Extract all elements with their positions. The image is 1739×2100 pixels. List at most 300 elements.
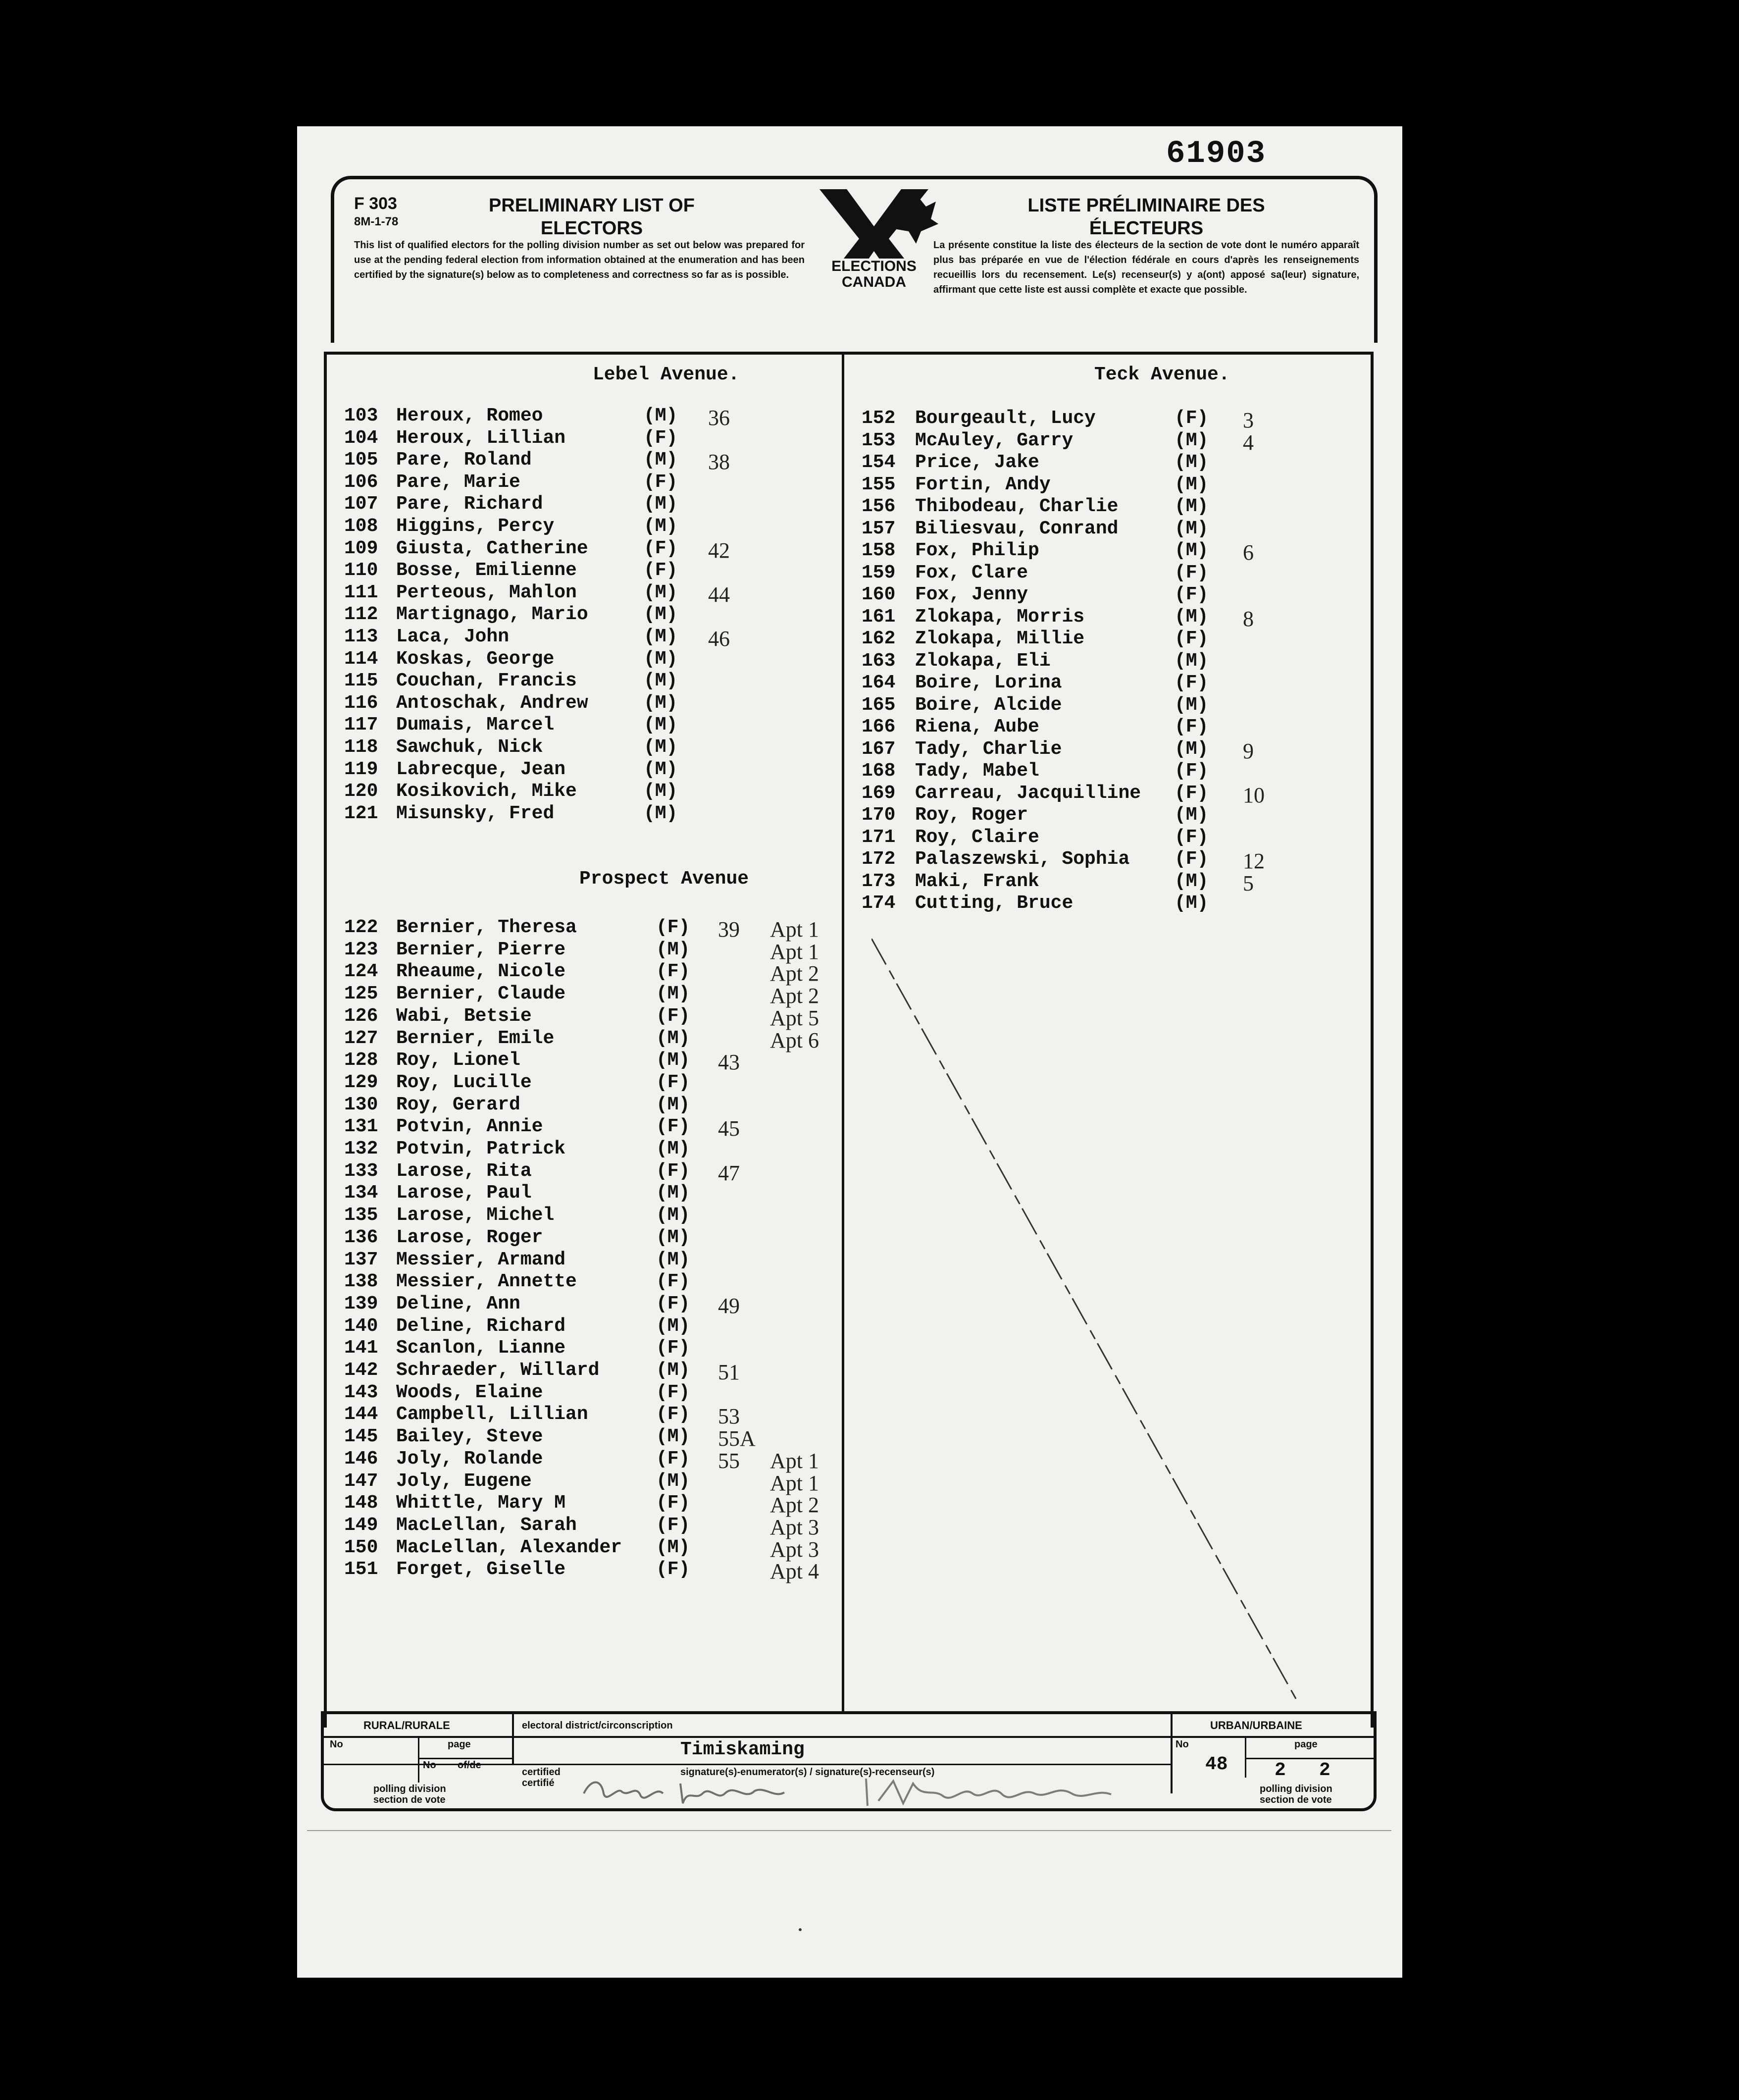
elector-row [862, 496, 1357, 518]
house-number: 51 [718, 1360, 740, 1384]
elector-sex: (M) [644, 758, 678, 780]
elector-name: Rheaume, Nicole [396, 961, 566, 983]
elector-row [344, 803, 839, 825]
elector-number: 161 [862, 606, 896, 628]
urban-label: URBAN/URBAINE [1210, 1719, 1302, 1732]
scan-mark: · [797, 1920, 804, 1940]
elector-name: MacLellan, Sarah [396, 1514, 577, 1536]
elector-number: 151 [344, 1559, 378, 1580]
header [331, 176, 1378, 343]
elector-number: 126 [344, 1005, 378, 1027]
elector-number: 133 [344, 1160, 378, 1182]
elector-number: 163 [862, 650, 896, 672]
elector-sex: (M) [656, 1315, 690, 1337]
elector-number: 146 [344, 1448, 378, 1470]
elector-row [344, 1005, 839, 1030]
elector-name: Couchan, Francis [396, 670, 577, 692]
elector-sex: (F) [1175, 782, 1209, 804]
elector-row [862, 870, 1357, 895]
elector-sex: (F) [656, 1160, 690, 1182]
elector-sex: (F) [656, 1116, 690, 1138]
house-number: 44 [708, 582, 730, 607]
elector-name: Carreau, Jacquilline [915, 782, 1141, 804]
elector-sex: (M) [1175, 804, 1209, 826]
apartment: Apt 3 [770, 1515, 819, 1539]
apartment: Apt 6 [770, 1028, 819, 1052]
elector-name: Boire, Lorina [915, 672, 1062, 693]
elector-name: Zlokapa, Eli [915, 650, 1051, 672]
elector-row [344, 1514, 839, 1539]
elector-sex: (F) [656, 1293, 690, 1314]
elector-row [862, 606, 1357, 631]
enumerator-signature-2 [864, 1774, 1136, 1815]
elector-name: Thibodeau, Charlie [915, 496, 1119, 517]
elector-number: 159 [862, 562, 896, 583]
elector-number: 135 [344, 1205, 378, 1226]
elector-sex: (M) [644, 581, 678, 603]
elector-number: 119 [344, 758, 378, 780]
elector-sex: (F) [656, 1005, 690, 1027]
elector-row [344, 917, 839, 942]
serial-number: 61903 [1166, 136, 1267, 172]
elector-name: Larose, Michel [396, 1205, 555, 1226]
apartment: Apt 4 [770, 1559, 819, 1584]
elector-number: 143 [344, 1381, 378, 1403]
elector-name: Roy, Roger [915, 804, 1028, 826]
house-number: 8 [1243, 606, 1254, 631]
elector-sex: (M) [656, 1226, 690, 1248]
elector-row [344, 1160, 839, 1185]
elector-row [344, 427, 839, 449]
elector-row [344, 472, 839, 493]
logo-text: ELECTIONS CANADA [810, 259, 938, 290]
house-number: 5 [1243, 871, 1254, 895]
elector-number: 172 [862, 848, 896, 870]
elector-name: Pare, Richard [396, 493, 543, 515]
elections-canada-logo [810, 184, 938, 293]
elector-name: Messier, Annette [396, 1271, 577, 1293]
elector-name: Heroux, Romeo [396, 405, 543, 426]
elector-row [862, 584, 1357, 606]
elector-sex: (M) [644, 516, 678, 537]
elector-number: 162 [862, 628, 896, 649]
certified-label: certified certifié [522, 1767, 561, 1788]
elector-name: Biliesvau, Conrand [915, 518, 1119, 539]
elector-name: Roy, Lucille [396, 1071, 532, 1093]
elector-sex: (M) [656, 1249, 690, 1270]
elector-sex: (M) [1175, 892, 1209, 914]
elector-name: Fox, Clare [915, 562, 1028, 583]
elector-name: Antoschak, Andrew [396, 692, 588, 714]
apartment: Apt 1 [770, 917, 819, 942]
elector-name: Larose, Rita [396, 1160, 532, 1182]
elector-row [344, 560, 839, 581]
elector-name: Joly, Rolande [396, 1448, 543, 1470]
elector-row [862, 848, 1357, 873]
elector-sex: (F) [656, 1271, 690, 1293]
elector-number: 128 [344, 1050, 378, 1071]
elector-number: 132 [344, 1138, 378, 1159]
elector-row [862, 804, 1357, 826]
elector-name: Tady, Charlie [915, 738, 1062, 760]
house-number: 42 [708, 538, 730, 563]
elector-sex: (F) [656, 1448, 690, 1470]
elector-number: 104 [344, 427, 378, 449]
elector-sex: (M) [1175, 694, 1209, 716]
elector-sex: (M) [1175, 452, 1209, 473]
elector-sex: (M) [656, 1360, 690, 1381]
apartment: Apt 1 [770, 939, 819, 964]
elector-number: 121 [344, 802, 378, 824]
elector-name: Cutting, Bruce [915, 892, 1074, 914]
elector-number: 106 [344, 471, 378, 493]
elector-sex: (M) [1175, 606, 1209, 628]
elector-name: Koskas, George [396, 648, 555, 670]
elector-row [862, 782, 1357, 807]
house-number: 4 [1243, 430, 1254, 455]
elector-sex: (M) [644, 692, 678, 714]
elector-number: 168 [862, 760, 896, 782]
elector-name: Deline, Richard [396, 1315, 566, 1337]
title-en: PRELIMINARY LIST OF ELECTORS [489, 195, 695, 239]
elector-name: MacLellan, Alexander [396, 1536, 622, 1558]
elector-name: Perteous, Mahlon [396, 581, 577, 603]
elector-row [344, 493, 839, 515]
elector-sex: (F) [644, 560, 678, 581]
elector-name: Joly, Eugene [396, 1470, 532, 1492]
elector-sex: (M) [656, 939, 690, 960]
elector-sex: (F) [1175, 584, 1209, 605]
house-number: 55A [718, 1426, 756, 1451]
elector-number: 167 [862, 738, 896, 760]
elector-number: 103 [344, 405, 378, 426]
elector-sex: (M) [644, 449, 678, 471]
elector-number: 113 [344, 626, 378, 647]
elector-name: Laca, John [396, 626, 510, 647]
house-number: 36 [708, 406, 730, 430]
house-number: 46 [708, 627, 730, 651]
elector-sex: (M) [644, 802, 678, 824]
urban-no-value: 48 [1205, 1754, 1228, 1775]
elector-number: 117 [344, 714, 378, 736]
elector-name: Bosse, Emilienne [396, 560, 577, 581]
elector-sex: (M) [656, 1138, 690, 1159]
elector-name: McAuley, Garry [915, 429, 1074, 451]
house-number: 53 [718, 1404, 740, 1429]
elector-sex: (F) [656, 961, 690, 983]
rural-of-label: of/de [458, 1760, 481, 1771]
elector-name: Sawchuk, Nick [396, 736, 543, 758]
elector-sex: (M) [644, 648, 678, 670]
elector-row [344, 1094, 839, 1116]
elector-name: Tady, Mabel [915, 760, 1039, 782]
elector-number: 131 [344, 1116, 378, 1138]
body-en: This list of qualified electors for the polling division number as set out below was prepared for use at the pending federal election from information obtained at the enumeration and has been certified by the signature(s) below as to completeness and correctness so far as is possible. [354, 240, 805, 280]
apartment: Apt 1 [770, 1448, 819, 1473]
elector-number: 139 [344, 1293, 378, 1314]
title-fr: LISTE PRÉLIMINAIRE DES ÉLECTEURS [1027, 195, 1265, 239]
house-number: 38 [708, 450, 730, 474]
elector-number: 153 [862, 429, 896, 451]
elector-name: Palaszewski, Sophia [915, 848, 1130, 870]
elector-sex: (F) [1175, 760, 1209, 782]
elector-sex: (F) [644, 471, 678, 493]
elector-row [344, 1182, 839, 1204]
district-value: Timiskaming [680, 1739, 805, 1760]
elector-sex: (M) [1175, 738, 1209, 760]
elector-row [344, 581, 839, 607]
elector-number: 170 [862, 804, 896, 826]
urban-no-label: No [1176, 1739, 1189, 1750]
house-number: 47 [718, 1160, 740, 1185]
elector-name: Wabi, Betsie [396, 1005, 532, 1027]
elector-row [344, 1404, 839, 1429]
elector-row [344, 626, 839, 651]
elector-name: Pare, Roland [396, 449, 532, 471]
elector-sex: (M) [656, 1536, 690, 1558]
elector-name: Larose, Roger [396, 1226, 543, 1248]
elector-row [862, 650, 1357, 672]
elector-sex: (M) [644, 714, 678, 736]
urban-page-value: 2 [1275, 1760, 1286, 1781]
elector-name: Misunsky, Fred [396, 802, 555, 824]
elector-sex: (M) [1175, 540, 1209, 561]
elector-number: 114 [344, 648, 378, 670]
elector-number: 137 [344, 1249, 378, 1270]
elector-row [344, 516, 839, 537]
elector-row [862, 474, 1357, 496]
elector-number: 110 [344, 560, 378, 581]
elector-name: Heroux, Lillian [396, 427, 566, 449]
elector-row [344, 1360, 839, 1384]
elector-row [862, 429, 1357, 455]
elector-name: Bernier, Emile [396, 1027, 555, 1049]
elector-name: Woods, Elaine [396, 1381, 543, 1403]
elector-sex: (F) [1175, 716, 1209, 737]
elector-number: 130 [344, 1094, 378, 1115]
elector-sex: (M) [644, 493, 678, 515]
elector-number: 120 [344, 781, 378, 802]
column-divider [842, 352, 844, 1714]
elector-name: Maki, Frank [915, 870, 1039, 892]
elector-number: 149 [344, 1514, 378, 1536]
elector-row [862, 518, 1357, 540]
elector-name: Potvin, Annie [396, 1116, 543, 1138]
house-number: 12 [1243, 849, 1265, 873]
elector-name: Roy, Gerard [396, 1094, 520, 1115]
elector-number: 173 [862, 870, 896, 892]
elector-number: 105 [344, 449, 378, 471]
elector-row [862, 694, 1357, 716]
elector-sex: (M) [656, 1050, 690, 1071]
elector-row [862, 628, 1357, 650]
elector-row [344, 537, 839, 563]
scan-artifact-line [307, 1830, 1391, 1831]
elector-number: 109 [344, 537, 378, 559]
elector-row [344, 648, 839, 670]
elector-number: 118 [344, 736, 378, 758]
elector-sex: (F) [656, 1337, 690, 1359]
urban-page-label: page [1294, 1739, 1318, 1750]
elector-row [344, 1271, 839, 1293]
elector-sex: (M) [644, 604, 678, 626]
elector-row [344, 1050, 839, 1075]
elector-row [344, 1448, 839, 1473]
elector-row [344, 1492, 839, 1518]
elector-number: 111 [344, 581, 378, 603]
elector-number: 107 [344, 493, 378, 515]
elector-name: Fox, Jenny [915, 584, 1028, 605]
elector-number: 134 [344, 1182, 378, 1204]
elector-sex: (M) [644, 781, 678, 802]
elector-sex: (M) [1175, 870, 1209, 892]
elector-number: 154 [862, 452, 896, 473]
elector-row [344, 1382, 839, 1404]
elector-number: 123 [344, 939, 378, 960]
elector-row [344, 1138, 839, 1160]
elector-number: 116 [344, 692, 378, 714]
body-fr: La présente constitue la liste des électeurs de la section de vote dont le numéro apparaît plus bas préparée en vue de l'élection fédérale en cours d'après les renseignements recueillis lors du recensement. Le(s) recenseur(s) y a(ont) apposé sa(leur) signature, affirmant que cette liste est aussi complète et exacte que possible. [933, 240, 1359, 295]
elector-number: 158 [862, 540, 896, 561]
elector-row [344, 1337, 839, 1359]
elector-sex: (M) [644, 626, 678, 647]
elector-sex: (F) [1175, 826, 1209, 848]
elector-row [344, 670, 839, 692]
elector-number: 147 [344, 1470, 378, 1492]
cancel-line [871, 939, 1342, 1731]
elector-row [344, 939, 839, 964]
elector-row [344, 449, 839, 474]
apartment: Apt 3 [770, 1537, 819, 1562]
elector-sex: (M) [656, 1205, 690, 1226]
elector-row [344, 736, 839, 758]
elector-row [344, 759, 839, 781]
elector-name: Fortin, Andy [915, 473, 1051, 495]
elector-row [344, 1205, 839, 1226]
elector-row [344, 781, 839, 802]
elector-name: Pare, Marie [396, 471, 520, 493]
elector-number: 124 [344, 961, 378, 983]
apartment: Apt 2 [770, 984, 819, 1008]
elector-sex: (M) [644, 670, 678, 692]
elector-name: Scanlon, Lianne [396, 1337, 566, 1359]
signatures-label: signature(s)-enumerator(s) / signature(s)-recenseur(s) [680, 1767, 935, 1778]
elector-number: 148 [344, 1492, 378, 1514]
form-number: F 303 [354, 194, 397, 213]
house-number: 49 [718, 1293, 740, 1318]
elector-sex: (F) [1175, 672, 1209, 693]
apartment: Apt 2 [770, 961, 819, 986]
house-number: 55 [718, 1448, 740, 1473]
elector-sex: (F) [1175, 408, 1209, 429]
elector-number: 144 [344, 1404, 378, 1425]
elector-name: Zlokapa, Millie [915, 628, 1085, 649]
elector-name: Potvin, Patrick [396, 1138, 566, 1159]
apartment: Apt 2 [770, 1493, 819, 1518]
house-number: 3 [1243, 408, 1254, 432]
elector-sex: (M) [1175, 518, 1209, 539]
elector-name: Roy, Lionel [396, 1050, 520, 1071]
elector-number: 140 [344, 1315, 378, 1337]
elector-sex: (F) [1175, 562, 1209, 583]
elector-number: 156 [862, 496, 896, 517]
elector-name: Fox, Philip [915, 540, 1039, 561]
elector-number: 129 [344, 1071, 378, 1093]
elector-row [344, 1426, 839, 1451]
elector-number: 150 [344, 1536, 378, 1558]
elector-number: 145 [344, 1426, 378, 1448]
elector-sex: (F) [1175, 848, 1209, 870]
elector-row [862, 562, 1357, 584]
street-heading: Lebel Avenue. [593, 364, 740, 385]
elector-name: Larose, Paul [396, 1182, 532, 1204]
elector-sex: (M) [656, 1426, 690, 1448]
elector-sex: (M) [1175, 496, 1209, 517]
apartment: Apt 5 [770, 1005, 819, 1030]
form-code: 8M-1-78 [354, 215, 399, 228]
elector-sex: (F) [656, 917, 690, 938]
street-heading: Prospect Avenue [579, 868, 749, 890]
rural-label: RURAL/RURALE [363, 1719, 450, 1732]
elector-row [344, 1293, 839, 1318]
elector-sex: (M) [656, 983, 690, 1005]
elector-row [344, 1470, 839, 1495]
elector-row [344, 604, 839, 626]
elector-number: 127 [344, 1027, 378, 1049]
house-number: 39 [718, 917, 740, 942]
elector-name: Forget, Giselle [396, 1559, 566, 1580]
elector-row [344, 1116, 839, 1141]
elector-row [344, 1028, 839, 1050]
elector-row [862, 892, 1357, 914]
elector-row [344, 961, 839, 986]
elector-row [862, 738, 1357, 763]
elector-sex: (F) [656, 1492, 690, 1514]
elector-name: Bernier, Pierre [396, 939, 566, 960]
elector-name: Whittle, Mary M [396, 1492, 566, 1514]
elector-row [862, 827, 1357, 848]
elector-number: 122 [344, 917, 378, 938]
elector-number: 112 [344, 604, 378, 626]
elector-row [344, 405, 839, 430]
elector-number: 166 [862, 716, 896, 737]
elector-number: 169 [862, 782, 896, 804]
elector-name: Roy, Claire [915, 826, 1039, 848]
elector-number: 174 [862, 892, 896, 914]
elector-sex: (M) [644, 736, 678, 758]
elector-name: Giusta, Catherine [396, 537, 588, 559]
elector-number: 142 [344, 1360, 378, 1381]
elector-number: 160 [862, 584, 896, 605]
polling-division-label: polling division section de vote [373, 1784, 446, 1805]
rural-no-label-2: No [423, 1760, 436, 1771]
elector-number: 164 [862, 672, 896, 693]
elector-sex: (M) [656, 1470, 690, 1492]
elector-name: Martignago, Mario [396, 604, 588, 626]
elector-name: Deline, Ann [396, 1293, 520, 1314]
elector-sex: (F) [656, 1071, 690, 1093]
elector-name: Bourgeault, Lucy [915, 408, 1096, 429]
elector-name: Messier, Armand [396, 1249, 566, 1270]
elector-row [862, 540, 1357, 565]
elector-number: 155 [862, 473, 896, 495]
elector-name: Schraeder, Willard [396, 1360, 600, 1381]
elector-sex: (F) [644, 537, 678, 559]
elector-name: Riena, Aube [915, 716, 1039, 737]
elector-row [344, 1536, 839, 1562]
elector-number: 138 [344, 1271, 378, 1293]
polling-division-label-right: polling division section de vote [1260, 1784, 1332, 1805]
